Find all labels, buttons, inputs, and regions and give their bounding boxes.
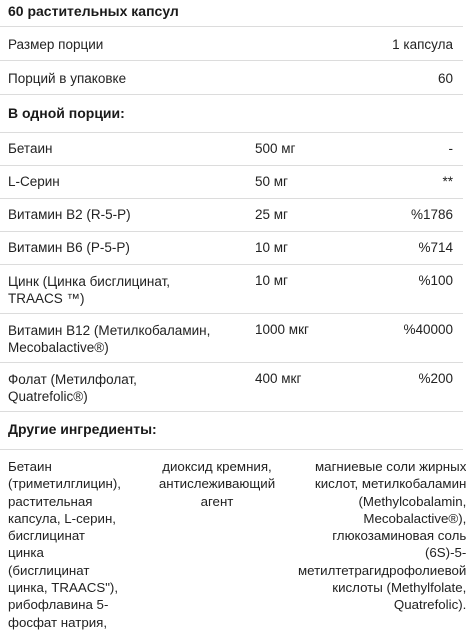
ingredient-row [0, 362, 463, 411]
ingredient-name: Витамин B12 (Метилкобаламин, Mecobalactive®) [8, 323, 211, 355]
ingredient-row [0, 313, 463, 362]
ingredient-daily-value: ** [442, 174, 453, 189]
ingredient-amount: 1000 мкг [255, 322, 309, 337]
servings-per-container-label: Порций в упаковке [8, 71, 127, 86]
other-ingredients-heading: Другие ингредиенты: [0, 411, 463, 449]
ingredient-row [0, 264, 463, 313]
ingredient-amount: 10 мг [255, 240, 288, 255]
ingredient-name: Витамин B2 (R-5-P) [8, 207, 131, 222]
ingredient-name: L-Серин [8, 174, 60, 189]
ingredient-amount: 500 мг [255, 141, 296, 156]
other-ingredients-text [0, 449, 466, 631]
ingredient-amount: 50 мг [255, 174, 288, 189]
ingredient-row [0, 132, 463, 165]
other-ingredients-column-3: магниевые соли жирных кислот, метилкобаламин (Methylcobalamin, Mecobalactive®), глюкозаминовая соль (6S)-5- метилтетрагидрофолиевой кислоты (Methylfolate, Quatrefolic). [298, 459, 466, 613]
ingredient-name: Цинк (Цинка бисглицинат, TRAACS ™) [8, 274, 171, 306]
ingredient-row [0, 231, 463, 264]
ingredient-amount: 400 мкг [255, 371, 302, 386]
ingredient-daily-value: %100 [418, 273, 453, 288]
ingredient-name: Фолат (Метилфолат, Quatrefolic®) [8, 372, 137, 404]
per-serving-heading: В одной порции: [0, 94, 463, 132]
ingredient-amount: 10 мг [255, 273, 288, 288]
ingredient-name: Бетаин [8, 141, 53, 156]
ingredient-daily-value: %40000 [403, 322, 453, 337]
servings-per-container-row [0, 60, 463, 94]
servings-per-container-value: 60 [437, 71, 453, 86]
serving-size-value: 1 капсула [392, 37, 453, 52]
ingredient-daily-value: %1786 [410, 207, 453, 222]
serving-size-label: Размер порции [8, 37, 104, 52]
product-size-heading: 60 растительных капсул [8, 3, 179, 19]
other-ingredients-column-2: диоксид кремния, антислеживающий агент [158, 459, 276, 509]
ingredient-name: Витамин B6 (P-5-P) [8, 240, 130, 255]
serving-size-row [0, 26, 463, 60]
ingredient-daily-value: %714 [418, 240, 453, 255]
other-ingredients-column-1: Бетаин (триметилглицин), растительная капсула, L-серин, бисглицинат цинка (бисглицинат цинка, TRAACS"), рибофлавина 5- фосфат натрия, [8, 459, 121, 630]
ingredient-amount: 25 мг [255, 207, 288, 222]
ingredient-daily-value: - [448, 141, 453, 156]
ingredient-daily-value: %200 [418, 371, 453, 386]
ingredient-row [0, 198, 463, 231]
ingredient-row [0, 165, 463, 198]
